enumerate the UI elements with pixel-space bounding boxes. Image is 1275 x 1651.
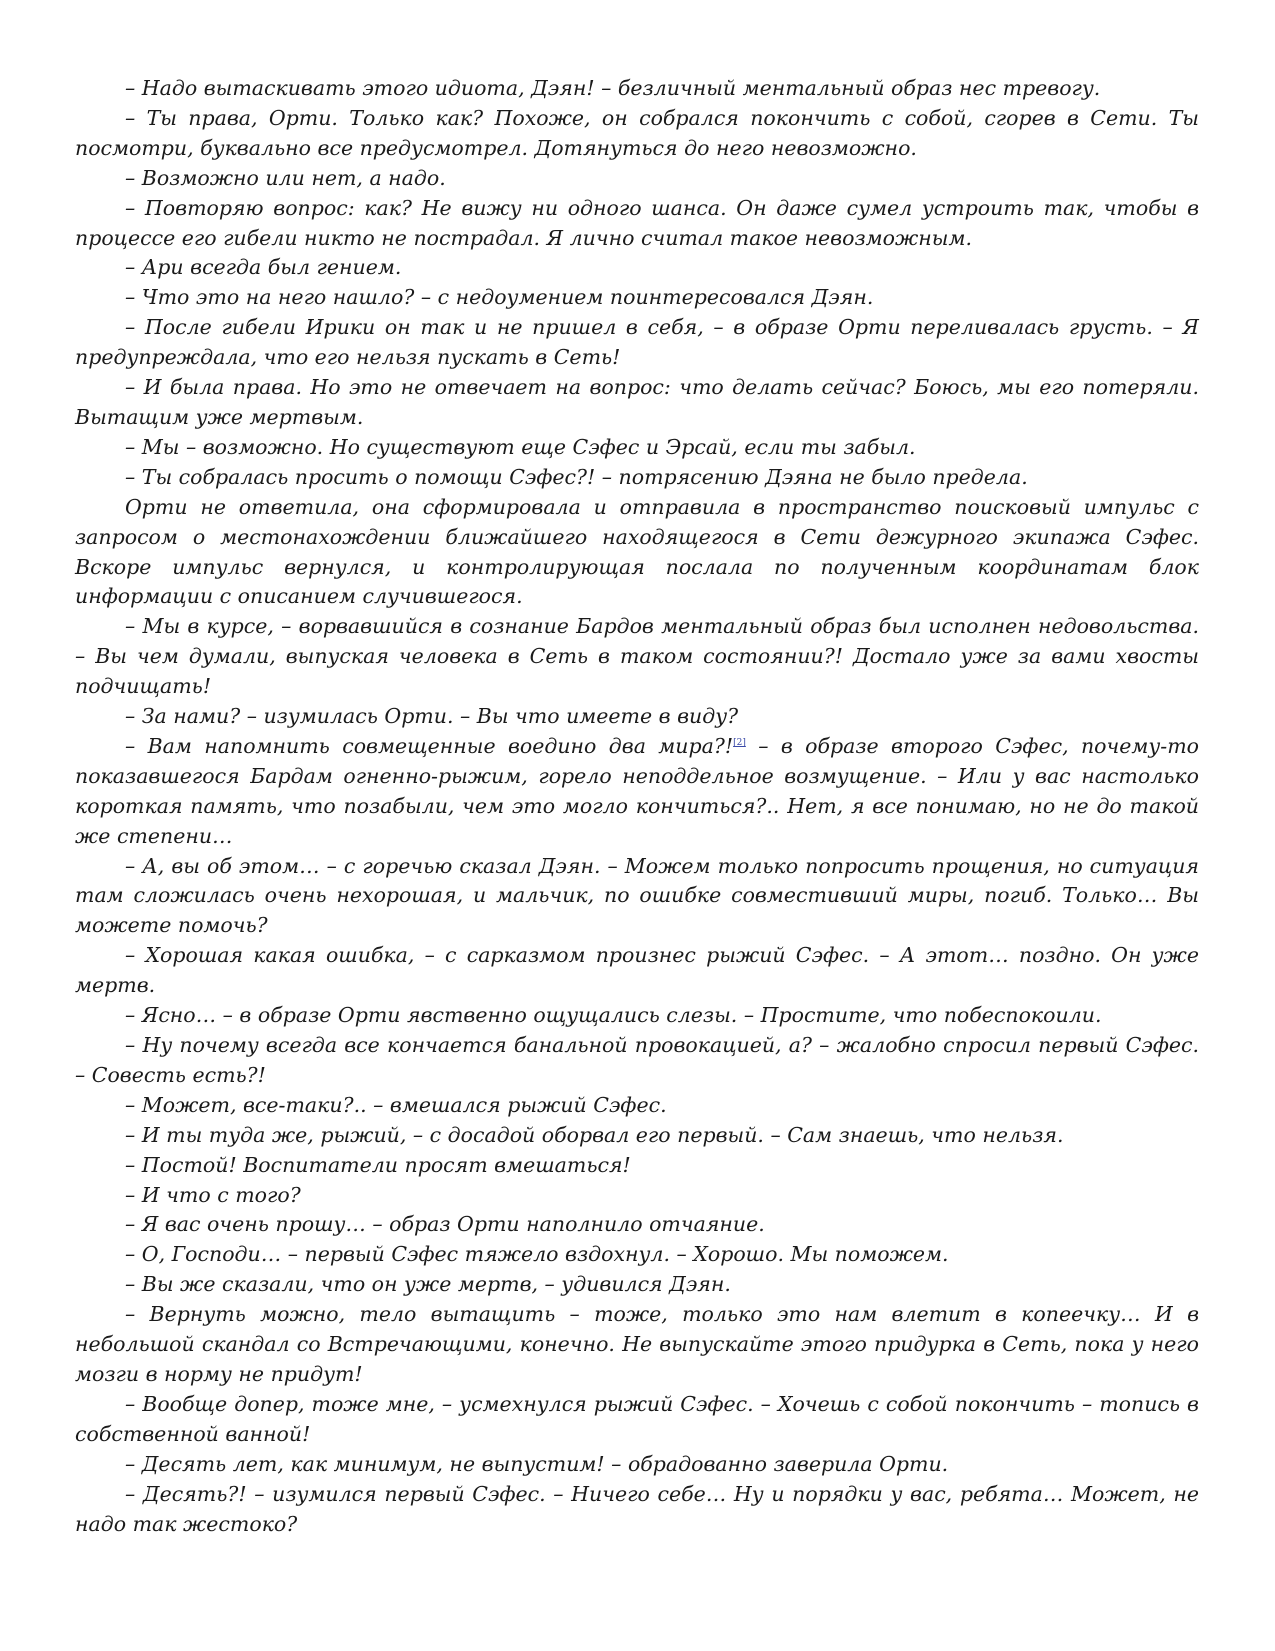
paragraph: – Мы – возможно. Но существуют еще Сэфес и Эрсай, если ты забыл. — [125, 434, 916, 459]
paragraph: – Десять лет, как минимум, не выпустим! – обрадованно заверила Орти. — [125, 1451, 949, 1476]
paragraph: – И что с того? — [125, 1182, 301, 1207]
paragraph: – Вообще допер, тоже мне, – усмехнулся рыжий Сэфес. – Хочешь с собой покончить – топись в собственной ванной! — [75, 1391, 1199, 1446]
paragraph: – Что это на него нашло? – с недоумением поинтересовался Дэян. — [125, 285, 874, 310]
paragraph: – Ари всегда был гением. — [125, 255, 402, 280]
paragraph: – О, Господи… – первый Сэфес тяжело вздохнул. – Хорошо. Мы поможем. — [125, 1242, 949, 1267]
paragraph: – Ну почему всегда все кончается банальной провокацией, а? – жалобно спросил первый Сэфес. – Совесть есть?! — [75, 1033, 1199, 1087]
paragraph: – Хорошая какая ошибка, – с сарказмом произнес рыжий Сэфес. – А этот… поздно. Он уже мертв. — [75, 943, 1199, 998]
paragraph: – Вернуть можно, тело вытащить – тоже, только это нам влетит в копеечку… И в небольшой скандал со Встречающими, конечно. Не выпускайте этого придурка в Сеть, пока у него мозги в норму не придут! — [75, 1302, 1199, 1386]
paragraph: – Может, все-таки?.. – вмешался рыжий Сэфес. — [125, 1092, 667, 1117]
paragraph: – Вы же сказали, что он уже мертв, – удивился Дэян. — [125, 1272, 731, 1297]
paragraph: – Мы в курсе, – ворвавшийся в сознание Бардов ментальный образ был исполнен недовольства. – Вы чем думали, выпуская человека в Сеть в таком состоянии?! Достало уже за вами хвосты подчищать! — [75, 614, 1199, 699]
paragraph: – За нами? – изумилась Орти. – Вы что имеете в виду? — [125, 704, 739, 729]
paragraph-text-after: – в образе второго Сэфес, почему-то показавшегося Бардам огненно-рыжим, горело неподдельное возмущение. – Или у вас настолько короткая память, что позабыли, чем это могло кончиться?.. Нет, я все понимаю, но не до такой же степени… — [75, 733, 1199, 848]
paragraph: – Возможно или нет, а надо. — [125, 165, 446, 190]
paragraph: – Ясно… – в образе Орти явственно ощущались слезы. – Простите, что побеспокоили. — [125, 1003, 1102, 1028]
paragraph-text-before: – Вам напомнить совмещенные воедино два мира?! — [125, 733, 734, 758]
paragraph: – Ты права, Орти. Только как? Похоже, он собрался покончить с собой, сгорев в Сети. Ты посмотри, буквально все предусмотрел. Дотянуться до него невозможно. — [75, 105, 1199, 160]
paragraph: Орти не ответила, она сформировала и отправила в пространство поисковый импульс с запросом о местонахождении ближайшего находящегося в Сети дежурного экипажа Сэфес. Вскоре импульс вернулся, и контролирующая послала по полученным координатам блок информации с описанием случившегося. — [75, 494, 1199, 609]
paragraph: – А, вы об этом… – с горечью сказал Дэян. – Можем только попросить прощения, но ситуация там сложилась очень нехорошая, и мальчик, по ошибке совместивший миры, погиб. Только… Вы можете помочь? — [75, 853, 1199, 938]
footnote-link[interactable]: [2] — [733, 738, 746, 749]
paragraph-with-footnote — [75, 732, 1199, 852]
paragraph: – После гибели Ирики он так и не пришел в себя, – в образе Орти переливалась грусть. – Я предупреждала, что его нельзя пускать в Сеть! — [75, 315, 1199, 370]
paragraph: – Постой! Воспитатели просят вмешаться! — [125, 1152, 631, 1177]
paragraph: – И ты туда же, рыжий, – с досадой оборвал его первый. – Сам знаешь, что нельзя. — [125, 1122, 1064, 1147]
document-page — [75, 74, 1199, 1539]
paragraph: – И была права. Но это не отвечает на вопрос: что делать сейчас? Боюсь, мы его потеряли. Вытащим уже мертвым. — [75, 375, 1199, 429]
paragraph: – Надо вытаскивать этого идиота, Дэян! – безличный ментальный образ нес тревогу. — [125, 76, 1101, 100]
paragraph: – Я вас очень прошу… – образ Орти наполнило отчаяние. — [125, 1212, 765, 1237]
paragraph: – Ты собралась просить о помощи Сэфес?! – потрясению Дэяна не было предела. — [125, 464, 1028, 489]
paragraph: – Повторяю вопрос: как? Не вижу ни одного шанса. Он даже сумел устроить так, чтобы в процессе его гибели никто не пострадал. Я лично считал такое невозможным. — [75, 195, 1199, 250]
paragraph: – Десять?! – изумился первый Сэфес. – Ничего себе… Ну и порядки у вас, ребята… Может, не надо так жестоко? — [75, 1481, 1199, 1536]
